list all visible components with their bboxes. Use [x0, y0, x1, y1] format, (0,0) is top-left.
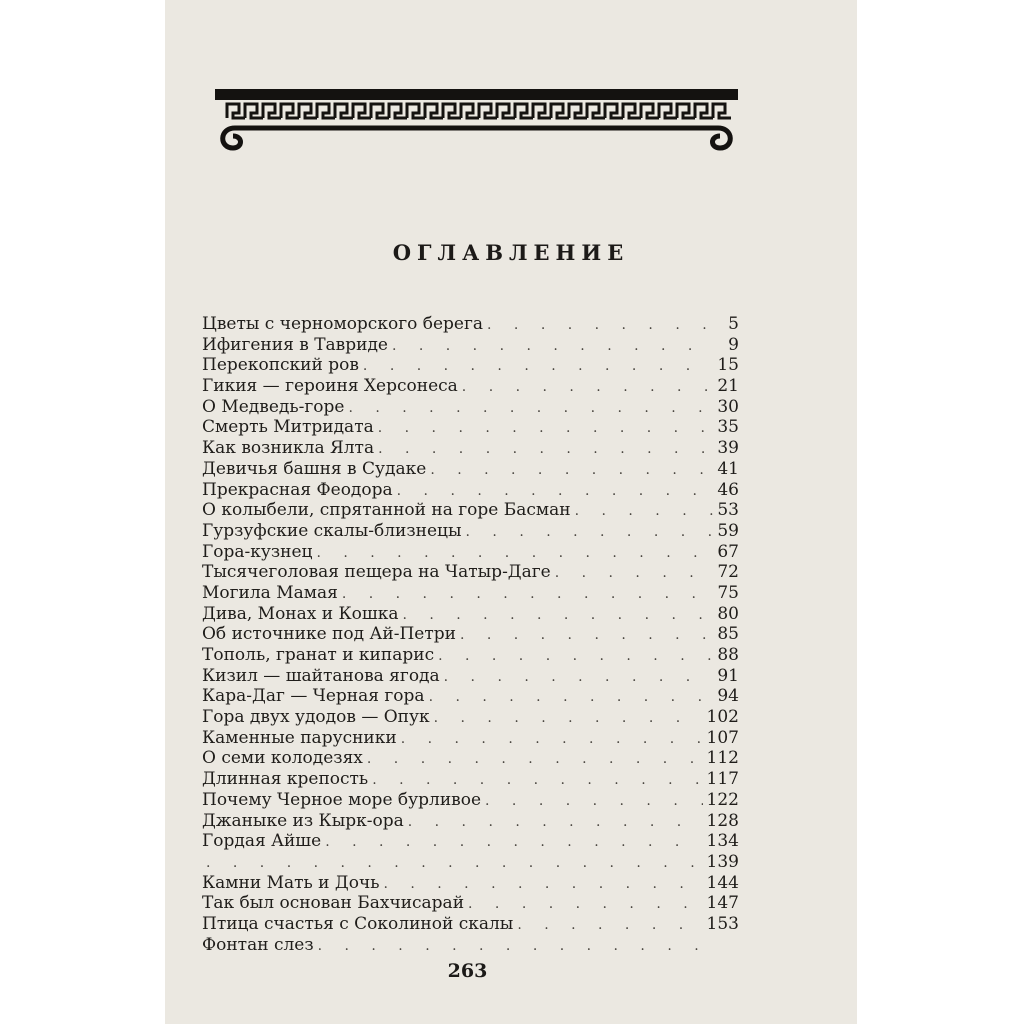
toc-entry-page: 88	[717, 645, 739, 665]
dot-leader	[392, 336, 715, 357]
toc-entry-title: Так был основан Бахчисарай	[202, 893, 465, 914]
dot-leader	[383, 874, 702, 895]
dot-leader	[444, 667, 714, 688]
dot-leader	[429, 687, 714, 708]
toc-entry	[202, 500, 739, 521]
toc-entry-page: 153	[706, 913, 739, 934]
toc-entry-title: Птица счастья с Соколиной скалы	[202, 913, 514, 934]
dot-leader	[468, 894, 703, 915]
toc-entry-title: Гора-кузнец	[202, 541, 313, 562]
dot-leader	[367, 749, 703, 770]
toc-entry-title: Дива, Монах и Кошка	[202, 603, 399, 624]
dot-leader	[466, 522, 714, 543]
toc-entry	[202, 355, 739, 376]
dot-leader	[318, 936, 715, 957]
toc-entry-page: 112	[706, 748, 739, 769]
toc-entry-page: 59	[717, 520, 739, 541]
dot-leader	[378, 418, 714, 439]
toc-entry	[202, 583, 739, 604]
toc-entry-page: 72	[717, 562, 739, 583]
toc-entry-title: Перекопский ров	[202, 355, 359, 376]
toc-entry-title: Камни Мать и Дочь	[202, 872, 380, 893]
toc-entry-page: 144	[706, 872, 739, 893]
toc-entry-title: Цветы с черноморского берега	[202, 314, 484, 334]
toc-entry	[202, 811, 739, 832]
toc-entry-title: Кизил — шайтанова ягода	[202, 665, 440, 686]
toc-entry-title: Кара-Даг — Черная гора	[202, 686, 425, 707]
toc-entry	[202, 893, 739, 914]
dot-leader	[348, 398, 713, 419]
toc-entry	[202, 459, 739, 480]
toc-entry-page: 134	[706, 831, 739, 852]
dot-leader	[316, 543, 713, 564]
toc-entry-title: Гора двух удодов — Опук	[202, 707, 430, 728]
dot-leader	[401, 729, 703, 750]
toc-heading: ОГЛАВЛЕНИЕ	[392, 240, 630, 265]
dot-leader	[517, 915, 702, 936]
dot-leader	[397, 481, 714, 502]
toc-entry	[202, 666, 739, 687]
toc-entry-page: 85	[717, 624, 739, 645]
toc-entry-title: Тополь, гранат и кипарис	[202, 645, 435, 665]
toc-entry-page: 30	[717, 396, 739, 417]
dot-leader	[325, 832, 702, 853]
toc-entry-page: 9	[728, 334, 739, 355]
toc-entry-page: 91	[717, 665, 739, 686]
toc-entry	[202, 873, 739, 894]
toc-entry-title: Джаныке из Кырк-ора	[202, 810, 404, 831]
toc-entry-page: 117	[706, 769, 739, 790]
toc-entry-title: Ифигения в Тавриде	[202, 334, 388, 355]
toc-entry-title: Гурзуфские скалы-близнецы	[202, 520, 462, 541]
toc-entry	[202, 790, 739, 811]
toc-entry	[202, 645, 739, 666]
toc-entry	[202, 521, 739, 542]
toc-entry-title: Прекрасная Феодора	[202, 479, 393, 500]
toc-entry-title: О Медведь-горе	[202, 396, 345, 417]
toc-entry	[202, 314, 739, 335]
toc-entry	[202, 748, 739, 769]
dot-leader	[402, 605, 713, 626]
toc-entry	[202, 562, 739, 583]
toc-entry-page: 128	[706, 810, 739, 831]
toc-entry-page: 53	[717, 500, 739, 521]
dot-leader	[206, 853, 703, 874]
dot-leader	[575, 501, 714, 522]
toc-entry	[202, 376, 739, 397]
toc-entry-title: Гикия — героиня Херсонеса	[202, 376, 458, 397]
table-of-contents	[202, 314, 739, 955]
toc-entry	[202, 728, 739, 749]
dot-leader	[372, 770, 702, 791]
dot-leader	[363, 356, 713, 377]
toc-entry	[202, 480, 739, 501]
toc-entry	[202, 335, 739, 356]
toc-entry-title: Как возникла Ялта	[202, 438, 375, 459]
dot-leader	[438, 646, 713, 667]
dot-leader	[378, 439, 713, 460]
dot-leader	[460, 625, 713, 646]
toc-entry	[202, 686, 739, 707]
toc-entry-page: 94	[717, 686, 739, 707]
toc-entry-title: Почему Черное море бурливое	[202, 789, 482, 810]
dot-leader	[430, 460, 713, 481]
toc-entry-page: 107	[706, 727, 739, 748]
toc-entry-page: 39	[717, 438, 739, 459]
toc-entry	[202, 417, 739, 438]
toc-entry-title: Об источнике под Ай-Петри	[202, 624, 456, 645]
toc-entry	[202, 831, 739, 852]
toc-entry-page: 46	[717, 479, 739, 500]
toc-entry	[202, 624, 739, 645]
greek-key-ornament	[215, 86, 738, 156]
toc-entry-title: Фонтан слез	[202, 934, 314, 955]
toc-entry-title: О колыбели, спрятанной на горе Басман	[202, 500, 571, 521]
toc-entry-title: Девичья башня в Судаке	[202, 458, 427, 479]
dot-leader	[408, 812, 703, 833]
page-number: 263	[447, 960, 488, 982]
toc-entry-page: 102	[706, 707, 739, 728]
toc-entry-page: 80	[717, 603, 739, 624]
toc-entry-page: 67	[717, 541, 739, 562]
toc-entry-title: Смерть Митридата	[202, 417, 374, 438]
dot-leader	[487, 315, 715, 336]
dot-leader	[555, 563, 714, 584]
toc-entry-page: 75	[717, 582, 739, 603]
toc-entry-page: 147	[706, 893, 739, 914]
dot-leader	[434, 708, 703, 729]
toc-entry-page: 21	[717, 376, 739, 397]
toc-entry-title: Длинная крепость	[202, 769, 369, 790]
toc-entry-title: Гордая Айше	[202, 831, 322, 852]
toc-entry-title: Каменные парусники	[202, 727, 397, 748]
dot-leader	[462, 377, 714, 398]
toc-entry	[202, 914, 739, 935]
toc-entry	[202, 397, 739, 418]
toc-entry	[202, 935, 739, 956]
toc-entry-page: 5	[728, 314, 739, 334]
dot-leader	[342, 584, 714, 605]
toc-entry-title: О семи колодезях	[202, 748, 363, 769]
toc-entry	[202, 852, 739, 873]
toc-entry-page: 35	[717, 417, 739, 438]
toc-entry-title: Тысячеголовая пещера на Чатыр-Даге	[202, 562, 551, 583]
toc-entry	[202, 707, 739, 728]
toc-entry-page: 41	[717, 458, 739, 479]
dot-leader	[485, 791, 703, 812]
toc-entry	[202, 769, 739, 790]
toc-entry	[202, 604, 739, 625]
toc-entry	[202, 542, 739, 563]
toc-entry-page: 15	[717, 355, 739, 376]
toc-entry-page: 139	[706, 851, 739, 872]
toc-entry	[202, 438, 739, 459]
toc-entry-page: 122	[706, 789, 739, 810]
toc-entry-title: Могила Мамая	[202, 582, 338, 603]
